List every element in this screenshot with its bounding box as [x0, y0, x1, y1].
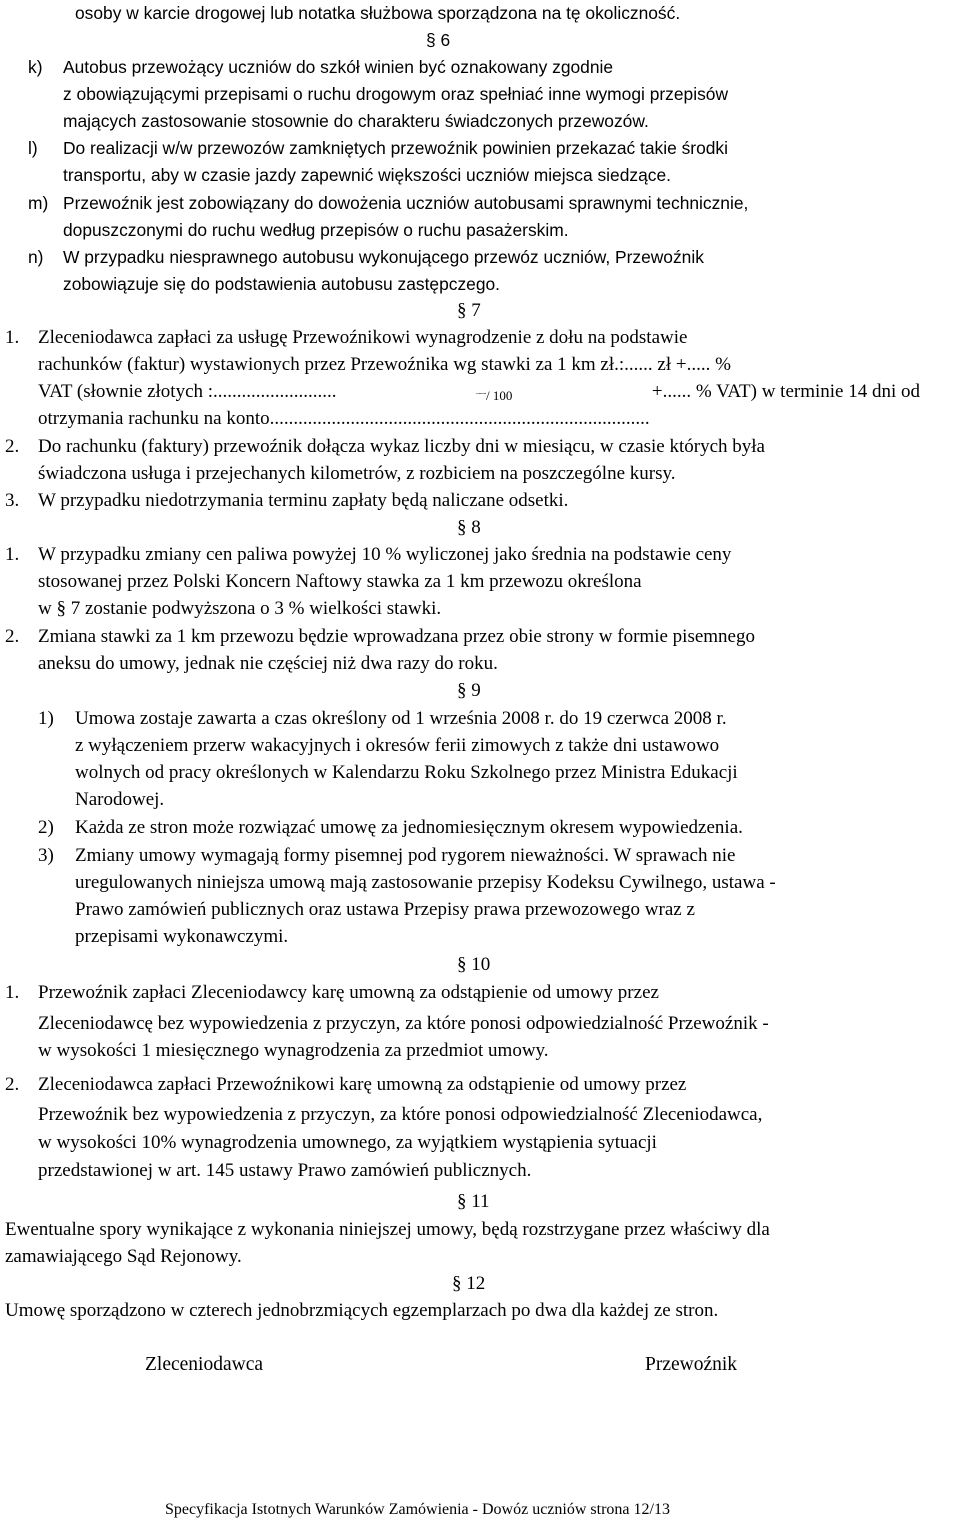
s7-item-1-marker: 1.: [5, 327, 20, 348]
s9-item-3-line: przepisami wykonawczymi.: [75, 926, 289, 947]
s7-item-1-rate-line: rachunków (faktur) wystawionych przez Przewoźnika wg stawki za 1 km zł.:...... zł +..... %: [38, 354, 731, 375]
section-11-heading: § 11: [457, 1191, 490, 1212]
s9-item-1-marker: 1): [38, 708, 54, 729]
s7-item-3-line: W przypadku niedotrzymania terminu zapłaty będą naliczane odsetki.: [38, 490, 569, 511]
s9-item-3-marker: 3): [38, 845, 54, 866]
vat-words-label: VAT (słownie złotych :..........................: [38, 381, 337, 402]
s8-item-2-line: aneksu do umowy, jednak nie częściej niż dwa razy do roku.: [38, 653, 498, 674]
s10-item-1-line: Zleceniodawcę bez wypowiedzenia z przyczyn, za które ponosi odpowiedzialność Przewoźnik -: [38, 1013, 769, 1034]
s6-item-l-marker: l): [28, 138, 38, 158]
s9-item-3-line: Prawo zamówień publicznych oraz ustawa Przepisy prawa przewozowego wraz z: [75, 899, 695, 920]
section-6-heading: § 6: [426, 30, 451, 50]
s7-item-3-marker: 3.: [5, 490, 20, 511]
s9-item-1-line: wolnych od pracy określonych w Kalendarzu Roku Szkolnego przez Ministra Edukacji: [75, 762, 738, 783]
s7-item-1-account-line: otrzymania rachunku na konto................................................................................: [38, 408, 650, 429]
section-9-heading: § 9: [457, 680, 481, 701]
s12-line: Umowę sporządzono w czterech jednobrzmiących egzemplarzach po dwa dla każdej ze stron.: [5, 1300, 719, 1321]
s8-item-1-line: w § 7 zostanie podwyższona o 3 % wielkości stawki.: [38, 598, 442, 619]
s6-item-k-marker: k): [28, 57, 43, 77]
s6-item-m-marker: m): [28, 193, 49, 213]
s7-item-2-marker: 2.: [5, 436, 20, 457]
s6-item-m-line: dopuszczonymi do ruchu według przepisów o ruchu pasażerskim.: [63, 220, 569, 240]
s9-item-1-line: Narodowej.: [75, 789, 165, 810]
s8-item-2-marker: 2.: [5, 626, 20, 647]
s9-item-2-line: Każda ze stron może rozwiązać umowę za jednomiesięcznym okresem wypowiedzenia.: [75, 817, 743, 838]
vat-term-text: +...... % VAT) w terminie 14 dni od: [651, 381, 920, 402]
s11-line: Ewentualne spory wynikające z wykonania niniejszej umowy, będą rozstrzygane przez właściwy dla: [5, 1219, 770, 1240]
s8-item-1-marker: 1.: [5, 544, 20, 565]
s10-item-2-marker: 2.: [5, 1074, 20, 1095]
s10-item-1-line: Przewoźnik zapłaci Zleceniodawcy karę umowną za odstąpienie od umowy przez: [38, 982, 659, 1003]
s6-item-l-line: Do realizacji w/w przewozów zamkniętych przewoźnik powinien przekazać takie środki: [63, 138, 728, 158]
s7-item-1-line: Zleceniodawca zapłaci za usługę Przewoźnikowi wynagrodzenie z dołu na podstawie: [38, 327, 688, 348]
s11-line: zamawiającego Sąd Rejonowy.: [5, 1246, 242, 1267]
s9-item-3-line: uregulowanych niniejsza umową mają zastosowanie przepisy Kodeksu Cywilnego, ustawa -: [75, 872, 776, 893]
fraction-dots: ........: [476, 388, 487, 396]
s7-item-2-line: Do rachunku (faktury) przewoźnik dołącza wykaz liczby dni w miesiącu, w czasie których była: [38, 436, 765, 457]
s6-item-n-marker: n): [28, 247, 44, 267]
s8-item-2-line: Zmiana stawki za 1 km przewozu będzie wprowadzana przez obie strony w formie pisemnego: [38, 626, 755, 647]
section-12-heading: § 12: [452, 1273, 486, 1294]
s6-item-n-line: W przypadku niesprawnego autobusu wykonującego przewóz uczniów, Przewoźnik: [63, 247, 704, 267]
fraction-denominator: / 100: [486, 388, 513, 403]
s6-item-m-line: Przewoźnik jest zobowiązany do dowożenia uczniów autobusami sprawnymi technicznie,: [63, 193, 749, 213]
s10-item-2-line: Zleceniodawca zapłaci Przewoźnikowi karę umowną za odstąpienie od umowy przez: [38, 1074, 687, 1095]
signature-zleceniodawca: Zleceniodawca: [145, 1354, 264, 1375]
s7-item-1-vat-line: [38, 381, 920, 407]
s6-item-n-line: zobowiązuje się do podstawienia autobusu zastępczego.: [63, 274, 500, 294]
s6-item-l-line: transportu, aby w czasie jazdy zapewnić większości uczniów miejsca siedzące.: [63, 165, 671, 185]
section-8-heading: § 8: [457, 517, 481, 538]
s9-item-3-line: Zmiany umowy wymagają formy pisemnej pod rygorem nieważności. W sprawach nie: [75, 845, 736, 866]
s10-item-2-line: przedstawionej w art. 145 ustawy Prawo zamówień publicznych.: [38, 1160, 532, 1181]
continuation-text: osoby w karcie drogowej lub notatka służbowa sporządzona na tę okoliczność.: [75, 3, 681, 23]
s10-item-2-line: w wysokości 10% wynagrodzenia umownego, za wyjątkiem wystąpienia sytuacji: [38, 1132, 657, 1153]
s9-item-1-line: Umowa zostaje zawarta a czas określony od 1 września 2008 r. do 19 czerwca 2008 r.: [75, 708, 727, 729]
page-footer: Specyfikacja Istotnych Warunków Zamówienia - Dowóz uczniów strona 12/13: [165, 1501, 670, 1518]
s8-item-1-line: W przypadku zmiany cen paliwa powyżej 10 % wyliczonej jako średnia na podstawie ceny: [38, 544, 732, 565]
fraction-part: [476, 381, 512, 407]
section-10-heading: § 10: [457, 954, 491, 975]
s6-item-k-line: z obowiązującymi przepisami o ruchu drogowym oraz spełniać inne wymogi przepisów: [63, 84, 728, 104]
signature-przewoznik: Przewoźnik: [645, 1354, 738, 1375]
s10-item-1-line: w wysokości 1 miesięcznego wynagrodzenia za przedmiot umowy.: [38, 1040, 549, 1061]
s8-item-1-line: stosowanej przez Polski Koncern Naftowy stawka za 1 km przewozu określona: [38, 571, 642, 592]
s9-item-1-line: z wyłączeniem przerw wakacyjnych i okresów ferii zimowych z także dni ustawowo: [75, 735, 720, 756]
s9-item-2-marker: 2): [38, 817, 54, 838]
section-7-heading: § 7: [457, 300, 481, 321]
s7-item-2-line: świadczona usługa i przejechanych kilometrów, z rozbiciem na poszczególne kursy.: [38, 463, 676, 484]
s6-item-k-line: mających zastosowanie stosownie do charakteru świadczonych przewozów.: [63, 111, 649, 131]
s10-item-1-marker: 1.: [5, 982, 20, 1003]
s6-item-k-line: Autobus przewożący uczniów do szkół winien być oznakowany zgodnie: [63, 57, 614, 77]
s10-item-2-line: Przewoźnik bez wypowiedzenia z przyczyn, za które ponosi odpowiedzialność Zleceniodawca,: [38, 1104, 763, 1125]
